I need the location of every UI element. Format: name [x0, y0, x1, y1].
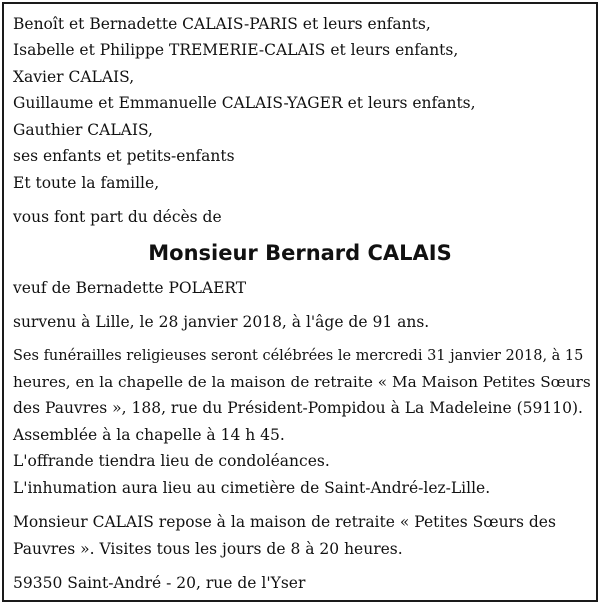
- funeral-line-3: des Pauvres », 188, rue du Président-Pompidou à La Madeleine (59110).: [13, 399, 583, 417]
- family-line-2: Isabelle et Philippe TREMERIE-CALAIS et leurs enfants,: [13, 41, 459, 59]
- funeral-line-4: Assemblée à la chapelle à 14 h 45.: [13, 426, 285, 444]
- funeral-line-1: Ses funérailles religieuses seront célébrées le mercredi 31 janvier 2018, à 15: [13, 348, 584, 364]
- repose-line-1: Monsieur CALAIS repose à la maison de retraite « Petites Sœurs des: [13, 513, 556, 531]
- funeral-line-5: L'offrande tiendra lieu de condoléances.: [13, 452, 330, 470]
- family-line-5: Gauthier CALAIS,: [13, 121, 153, 139]
- address: 59350 Saint-André - 20, rue de l'Yser: [13, 574, 306, 592]
- family-line-3: Xavier CALAIS,: [13, 68, 135, 86]
- family-line-4: Guillaume et Emmanuelle CALAIS-YAGER et leurs enfants,: [13, 94, 476, 112]
- repose-line-2: Pauvres ». Visites tous les jours de 8 à 20 heures.: [13, 540, 403, 558]
- obituary-notice: [2, 2, 598, 602]
- widower-of: veuf de Bernadette POLAERT: [13, 279, 247, 297]
- funeral-line-2: heures, en la chapelle de la maison de retraite « Ma Maison Petites Sœurs: [13, 373, 591, 391]
- announcement: vous font part du décès de: [13, 208, 222, 226]
- family-line-6: ses enfants et petits-enfants: [13, 147, 235, 165]
- deceased-name: Monsieur Bernard CALAIS: [148, 241, 452, 265]
- family-line-1: Benoît et Bernadette CALAIS-PARIS et leurs enfants,: [13, 15, 431, 33]
- funeral-line-6: L'inhumation aura lieu au cimetière de Saint-André-lez-Lille.: [13, 479, 491, 497]
- death-info: survenu à Lille, le 28 janvier 2018, à l'âge de 91 ans.: [13, 313, 430, 331]
- family-line-7: Et toute la famille,: [13, 174, 160, 192]
